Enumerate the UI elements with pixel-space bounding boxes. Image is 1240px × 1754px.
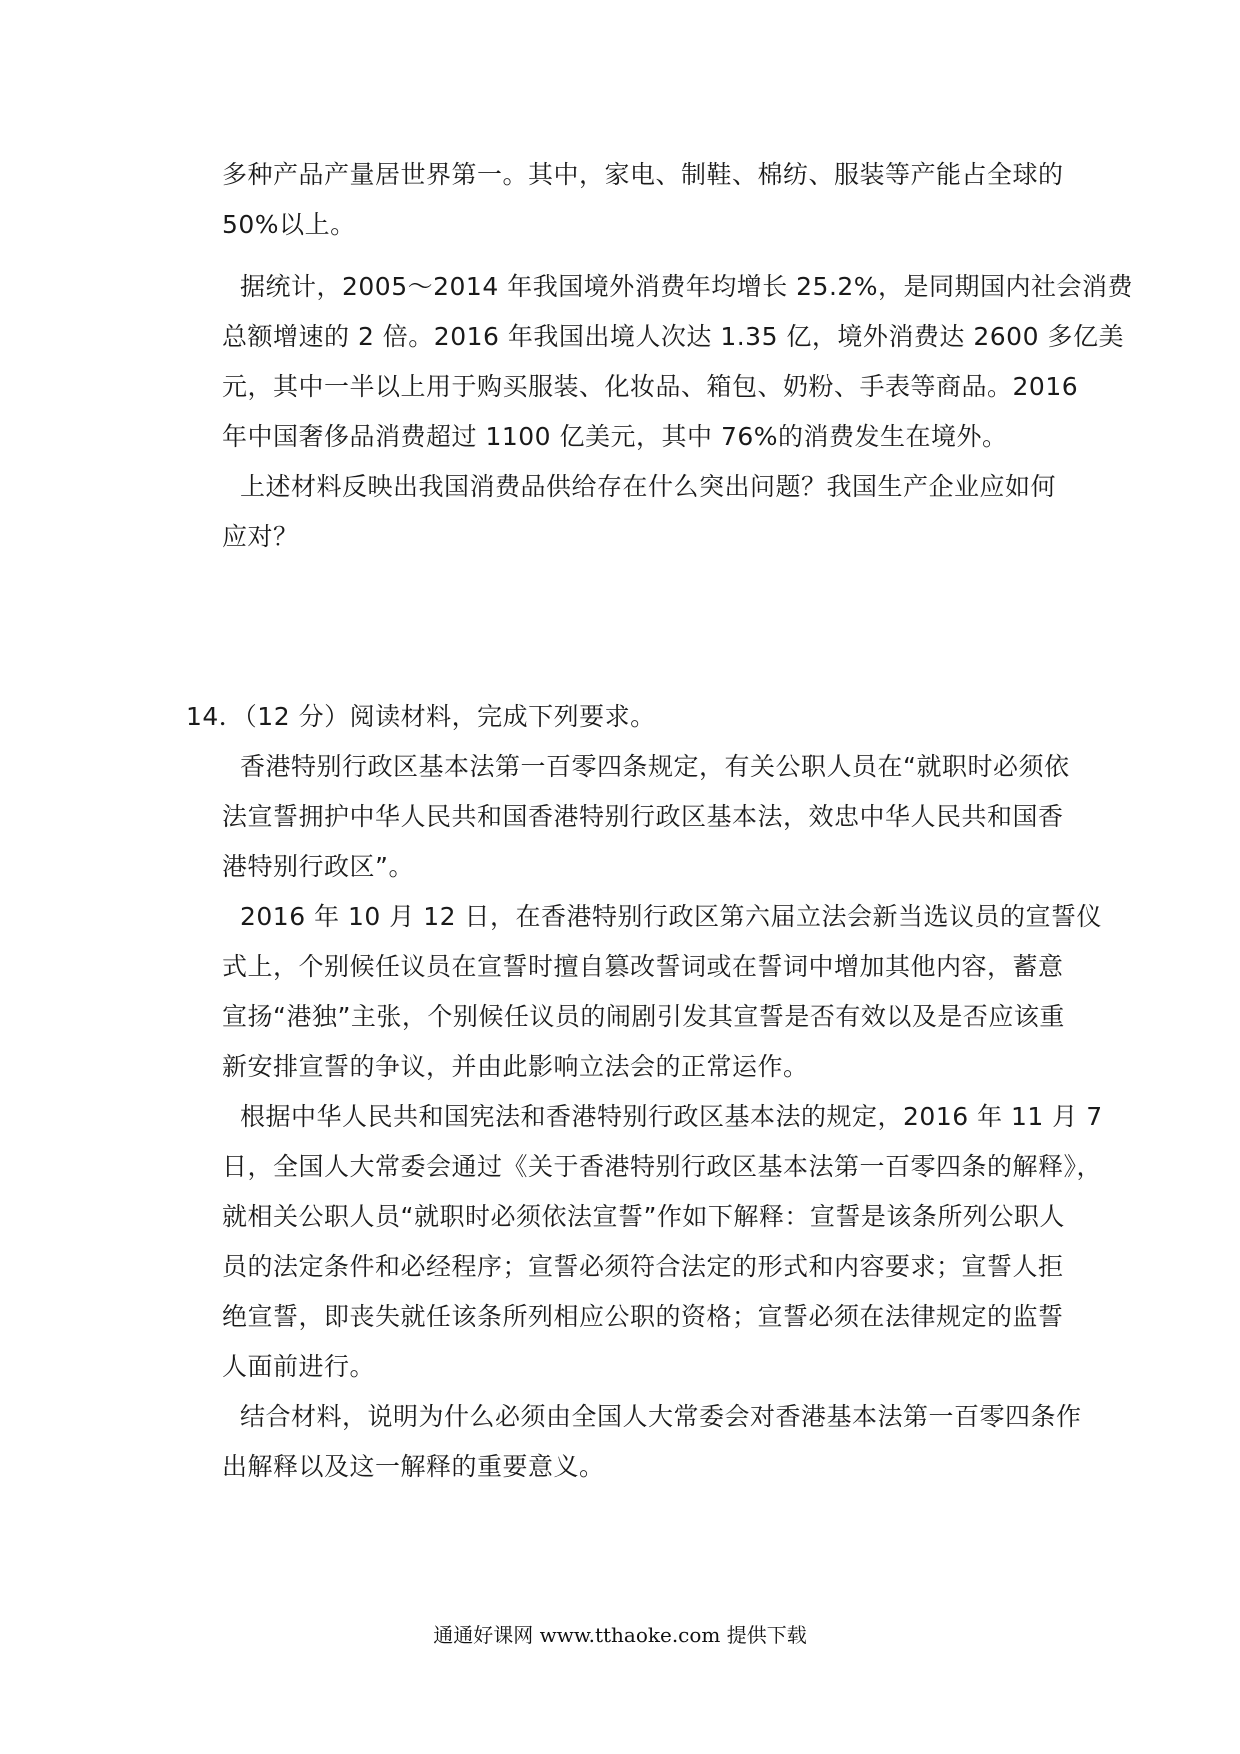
text-line: 就相关公职人员“就职时必须依法宣誓”作如下解释：宣誓是该条所列公职人: [222, 1202, 1065, 1231]
text-line: 多种产品产量居世界第一。其中，家电、制鞋、棉纺、服装等产能占全球的: [222, 160, 1064, 189]
text-line: 宣扬“港独”主张，个别候任议员的闹剧引发其宣誓是否有效以及是否应该重: [222, 1002, 1065, 1031]
question-heading-text: 14．（12 分）阅读材料，完成下列要求。: [186, 702, 656, 731]
text-line: 年中国奢侈品消费超过 1100 亿美元，其中 76%的消费发生在境外。: [222, 422, 1008, 451]
text-line: 出解释以及这一解释的重要意义。: [222, 1452, 605, 1481]
material-paragraph-1: [222, 150, 1064, 250]
text-line: 香港特别行政区基本法第一百零四条规定，有关公职人员在“就职时必须依: [240, 752, 1070, 781]
question-14-heading: [186, 692, 1056, 742]
page-footer: [0, 1620, 1240, 1650]
text-line: 上述材料反映出我国消费品供给存在什么突出问题？我国生产企业应如何: [240, 472, 1057, 501]
question-prompt-13: [222, 462, 1057, 562]
text-line: 结合材料，说明为什么必须由全国人大常委会对香港基本法第一百零四条作: [240, 1402, 1082, 1431]
question-14-paragraph-2: [222, 892, 1102, 1092]
text-line: 新安排宣誓的争议，并由此影响立法会的正常运作。: [222, 1052, 809, 1081]
footer-text: 通通好课网 www.tthaoke.com 提供下载: [433, 1623, 807, 1647]
text-line: 法宣誓拥护中华人民共和国香港特别行政区基本法，效忠中华人民共和国香: [222, 802, 1064, 831]
text-line: 应对？: [222, 522, 299, 551]
text-line: 日，全国人大常委会通过《关于香港特别行政区基本法第一百零四条的解释》，: [222, 1152, 1103, 1181]
text-line: 总额增速的 2 倍。2016 年我国出境人次达 1.35 亿，境外消费达 2600 多亿美: [222, 322, 1124, 351]
text-line: 据统计，2005～2014 年我国境外消费年均增长 25.2%，是同期国内社会消费: [240, 272, 1134, 301]
question-14-paragraph-1: [222, 742, 1070, 892]
question-14-paragraph-3: [222, 1092, 1103, 1392]
text-line: 员的法定条件和必经程序；宣誓必须符合法定的形式和内容要求；宣誓人拒: [222, 1252, 1064, 1281]
question-14-prompt: [222, 1392, 1082, 1492]
text-line: 2016 年 10 月 12 日，在香港特别行政区第六届立法会新当选议员的宣誓仪: [240, 902, 1102, 931]
text-line: 绝宣誓，即丧失就任该条所列相应公职的资格；宣誓必须在法律规定的监誓: [222, 1302, 1064, 1331]
text-line: 元，其中一半以上用于购买服装、化妆品、箱包、奶粉、手表等商品。2016: [222, 372, 1079, 401]
text-line: 50%以上。: [222, 210, 356, 239]
text-line: 式上，个别候任议员在宣誓时擅自篡改誓词或在誓词中增加其他内容，蓄意: [222, 952, 1064, 981]
text-line: 根据中华人民共和国宪法和香港特别行政区基本法的规定，2016 年 11 月 7: [240, 1102, 1103, 1131]
text-line: 港特别行政区”。: [222, 852, 414, 881]
text-line: 人面前进行。: [222, 1352, 376, 1381]
material-paragraph-2: [222, 262, 1134, 462]
